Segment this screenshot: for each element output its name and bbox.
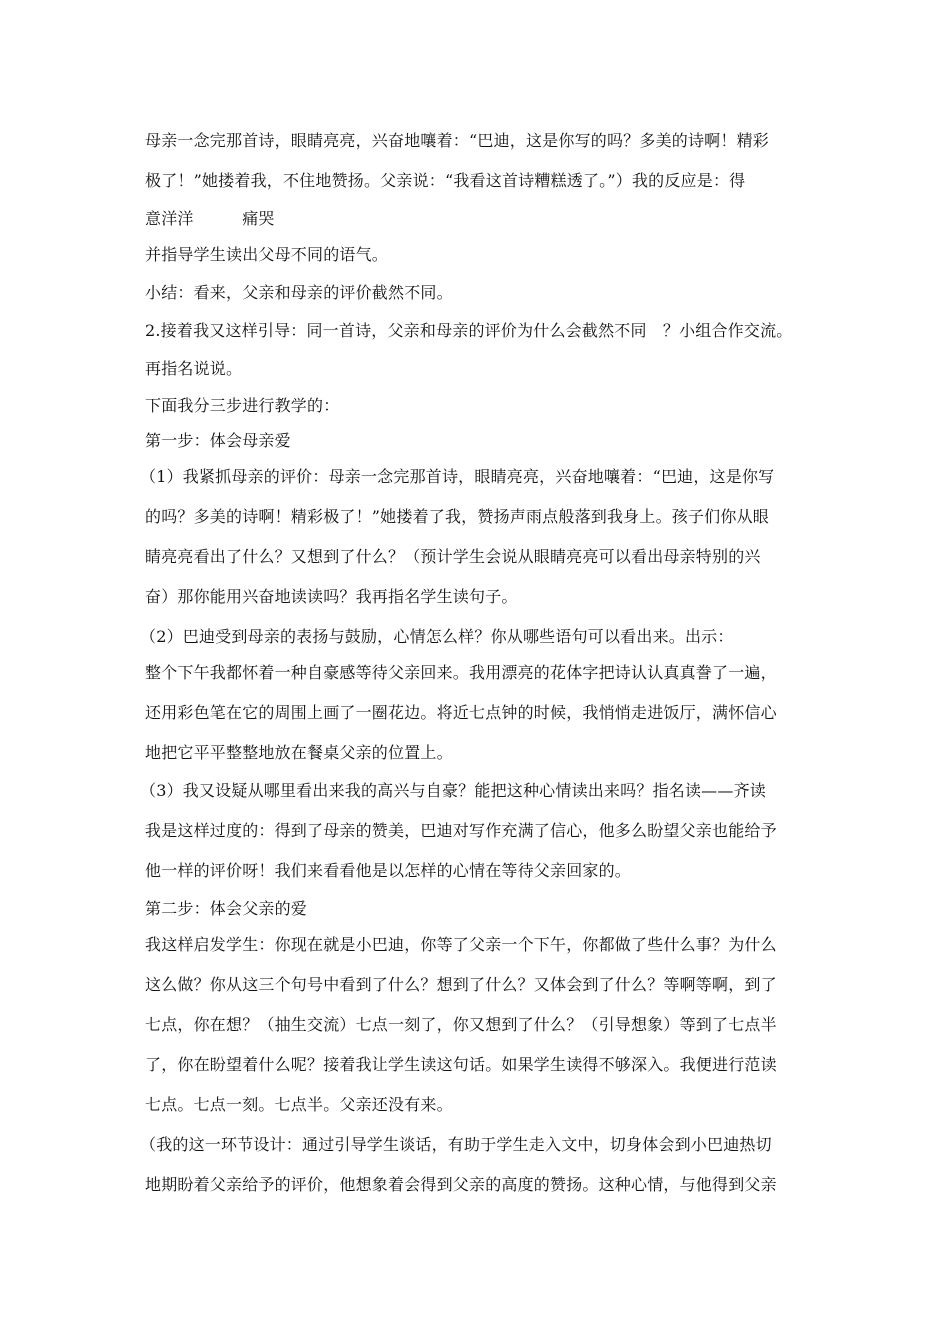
text-line: 地期盼着父亲给予的评价，他想象着会得到父亲的高度的赞扬。这种心情，与他得到父亲 [145,1175,777,1194]
text-line: 我这样启发学生：你现在就是小巴迪，你等了父亲一个下午，你都做了些什么事？为什么 [145,935,777,954]
text-line: 我是这样过度的：得到了母亲的赞美，巴迪对写作充满了信心，他多么盼望父亲也能给予 [145,821,777,840]
text-line: 的吗？多美的诗啊！精彩极了！”她搂着了我，赞扬声雨点般落到我身上。孩子们你从眼 [145,507,769,526]
text-line: 他一样的评价呀！我们来看看他是以怎样的心情在等待父亲回家的。 [145,861,632,880]
text-line: （我的这一环节设计：通过引导学生谈话，有助于学生走入文中，切身体会到小巴迪热切 [140,1135,772,1154]
text-line: 母亲一念完那首诗，眼睛亮亮，兴奋地嚷着：“巴迪，这是你写的吗？多美的诗啊！精彩 [145,131,769,150]
text-line: 小结：看来，父亲和母亲的评价截然不同。 [145,283,453,302]
section-heading: 第一步：体会母亲爱 [145,431,291,450]
text-line: 2.接着我又这样引导：同一首诗，父亲和母亲的评价为什么会截然不同 ？小组合作交流。 [145,321,793,340]
text-line: （2）巴迪受到母亲的表扬与鼓励，心情怎么样？你从哪些语句可以看出来。出示： [140,627,734,646]
text-line: （1）我紧抓母亲的评价：母亲一念完那首诗，眼睛亮亮，兴奋地嚷着：“巴迪，这是你写 [140,467,775,486]
text-line: 这么做？你从这三个句号中看到了什么？想到了什么？又体会到了什么？等啊等啊，到了 [145,975,777,994]
text-line: 奋）那你能用兴奋地读读吗？我再指名学生读句子。 [145,587,518,606]
text-line: 再指名说说。 [145,359,243,378]
text-line: 睛亮亮看出了什么？又想到了什么？（预计学生会说从眼睛亮亮可以看出母亲特别的兴 [145,547,761,566]
section-heading: 第二步：体会父亲的爱 [145,899,308,918]
text-line: 意洋洋 痛哭 [145,209,275,228]
text-line: 下面我分三步进行教学的： [145,396,340,415]
text-line: 了，你在盼望着什么呢？接着我让学生读这句话。如果学生读得不够深入。我便进行范读 [145,1055,777,1074]
text-line: 极了！”她搂着我，不住地赞扬。父亲说：“我看这首诗糟糕透了。”）我的反应是：得 [145,171,746,190]
text-line: 地把它平平整整地放在餐桌父亲的位置上。 [145,743,453,762]
text-line: 七点。七点一刻。七点半。父亲还没有来。 [145,1095,453,1114]
text-line: 七点，你在想？（抽生交流）七点一刻了，你又想到了什么？（引导想象）等到了七点半 [145,1015,777,1034]
text-line: 并指导学生读出父母不同的语气。 [145,245,389,264]
text-line: 还用彩色笔在它的周围上画了一圈花边。将近七点钟的时候，我悄悄走进饭厅，满怀信心 [145,703,777,722]
text-line: （3）我又设疑从哪里看出来我的高兴与自豪？能把这种心情读出来吗？指名读——齐读 [140,781,766,800]
text-line: 整个下午我都怀着一种自豪感等待父亲回来。我用漂亮的花体字把诗认认真真誊了一遍， [145,663,777,682]
